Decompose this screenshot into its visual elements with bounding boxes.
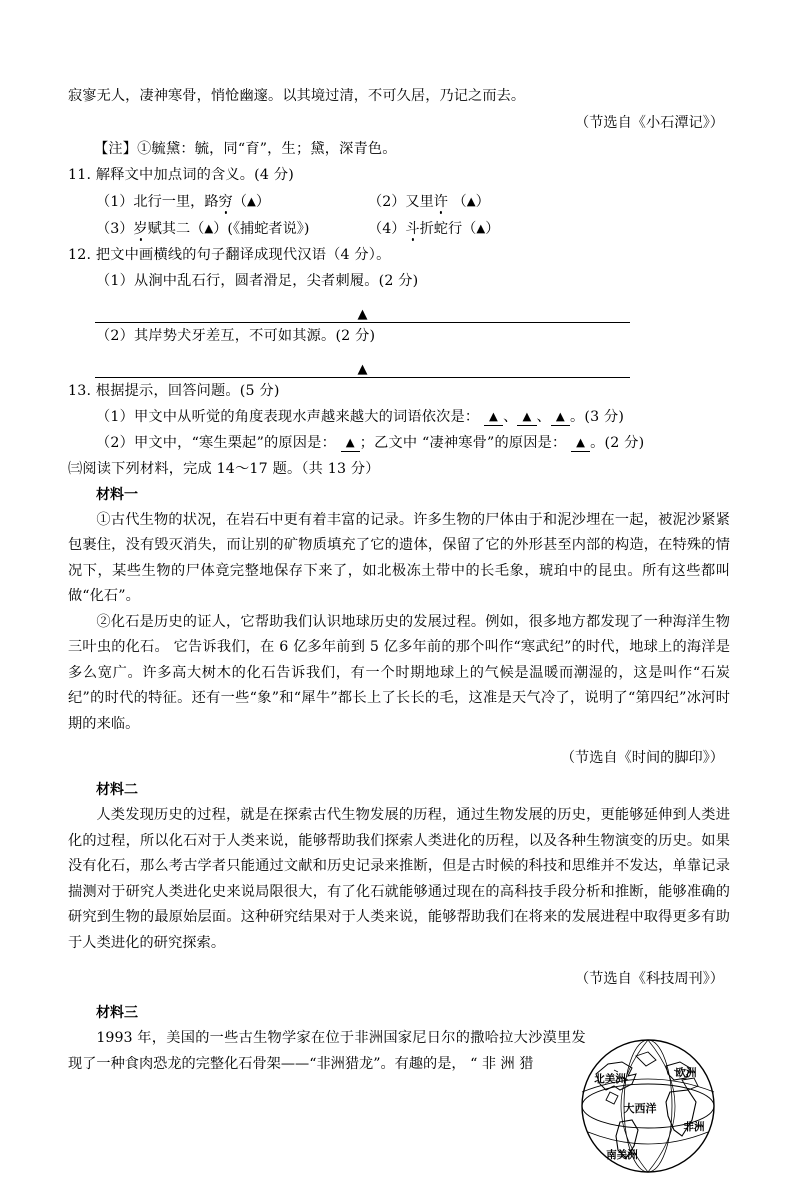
item-label: （1）: [96, 272, 135, 289]
dotted-char: 斗: [405, 220, 420, 237]
answer-triangle-marker: ▲: [357, 361, 368, 377]
globe-label-africa: 非洲: [683, 1121, 705, 1133]
item-text-c: ）: [485, 220, 500, 237]
question-11-row-1: [68, 188, 730, 215]
section-three-header: ㈢阅读下列材料，完成 14～17 题。（共 13 分）: [68, 460, 380, 477]
question-11-item-1: [96, 188, 368, 215]
dotted-char: 穷: [218, 193, 233, 210]
answer-triangle-marker: ▲: [204, 220, 214, 235]
answer-triangle-marker: ▲: [466, 193, 476, 208]
question-11-item-2: [368, 188, 730, 215]
classical-source-attribution: （节选自《小石潭记》）: [575, 114, 724, 131]
question-11-number: 11.: [68, 166, 92, 183]
answer-blank-a[interactable]: ▲: [341, 434, 360, 452]
item-text-b: 赋其二（: [147, 220, 205, 237]
material-one-source: （节选自《时间的脚印》）: [560, 750, 724, 766]
item-text-a: 甲文中从听觉的角度表现水声越来越大的词语依次是：: [134, 408, 480, 425]
globe-label-south-america: 南美洲: [606, 1149, 638, 1161]
separator-2: 、: [536, 408, 551, 425]
item-label: （1）: [96, 193, 134, 210]
question-11-item-4: [368, 215, 730, 242]
item-text-a: 甲文中，“寒生栗起”的原因是：: [134, 434, 336, 451]
question-11-row-2: [68, 215, 730, 242]
question-13-text: 根据提示，回答问题。(5 分): [95, 382, 280, 399]
separator-1: 、: [503, 408, 518, 425]
material-one-paragraph-1: ①古代生物的状况，在岩石中更有着丰富的记录。许多生物的尸体由于和泥沙埋在一起，被泥沙紧紧包裹住，没有毁灭消失，而让别的矿物质填充了它的遗体，保留了它的外形甚至内部的构造，在特殊的情况下，某些生物的尸体竟完整地保存下来了，如北极冻土带中的长毛象，琥珀中的昆虫。所有这些都叫做“化石”。: [68, 511, 730, 604]
question-13-number: 13.: [68, 382, 92, 399]
question-12-answer-line-1[interactable]: [95, 294, 630, 323]
item-text-c: ）: [475, 193, 490, 210]
material-one-paragraph-2: ②化石是历史的证人，它帮助我们认识地球历史的发展过程。例如，很多地方都发现了一种海洋生物三叶虫的化石。 它告诉我们，在 6 亿多年前到 5 亿多年前的那个叫作“寒武纪”的时代，地球上的海洋是多么宽广。许多高大树木的化石告诉我们，有一个时期地球上的气候是温暖而潮湿的，这是叫作“石炭纪”的时代的特征。还有一些“象”和“犀牛”都长上了长长的毛，这准是天气冷了，说明了“第四纪”冰河时期的来临。: [68, 613, 730, 732]
material-three-heading: 材料三: [96, 1005, 138, 1021]
item-text-c: ）: [255, 193, 271, 210]
answer-triangle-marker: ▲: [246, 193, 256, 208]
material-three-paragraph: 1993 年，美国的一些古生物学家在位于非洲国家尼日尔的撒哈拉大沙漠里发现了一种食肉恐龙的完整化石骨架——“非洲猎龙”。有趣的是， “ 非 洲 猎: [68, 1030, 586, 1072]
dotted-char: 许: [433, 193, 448, 210]
material-two-paragraph: 人类发现历史的过程，就是在探索古代生物发展的历程，通过生物发展的历史，更能够延伸到人类进化的过程，所以化石对于人类来说，能够帮助我们探索人类进化的历程，以及各种生物演变的历史。如果没有化石，那么考古学者只能通过文献和历史记录来推断，但是古时候的科技和思维并不发达，单靠记录揣测对于研究人类进化史来说局限很大，有了化石就能够通过现在的高科技手段分析和推断，能够准确的研究到生物的最原始层面。这种研究结果对于人类来说，能够帮助我们在将来的发展进程中取得更多有助于人类进化的研究探索。: [68, 807, 730, 951]
item-text-b: （: [452, 193, 467, 210]
question-12-number: 12.: [68, 246, 92, 263]
item-tail: 。(2 分): [590, 434, 645, 451]
material-three-block: [68, 1026, 730, 1161]
note-line: 【注】①毓黛：毓，同“育”，生；黛，深青色。: [94, 140, 397, 157]
question-13-item-2: [68, 430, 730, 456]
item-label: （4）: [368, 220, 406, 237]
item-text-c: ）(《捕蛇者说》): [213, 220, 310, 237]
item-text-b: （: [232, 193, 247, 210]
item-text-a: 又里: [405, 193, 434, 210]
page-content: [68, 84, 730, 1180]
item-text-a: 北行一里，路: [133, 193, 219, 210]
answer-triangle-marker: ▲: [357, 306, 368, 322]
question-11-item-3: [96, 215, 368, 242]
answer-blank-b[interactable]: ▲: [571, 434, 590, 452]
item-tail: 。(3 分): [569, 408, 625, 425]
classical-passage-tail: 寂寥无人，凄神寒骨，悄怆幽邃。以其境过清，不可久居，乃记之而去。: [68, 88, 526, 104]
material-one-heading: 材料一: [96, 486, 138, 503]
question-11-text: 解释文中加点词的含义。(4 分): [95, 166, 294, 183]
item-label: （2）: [368, 193, 406, 210]
question-12-item-1: [68, 268, 730, 294]
item-text-b: ；乙文中 “凄神寒骨”的原因是：: [359, 434, 567, 451]
question-11-stem: [68, 162, 730, 188]
material-two-source: （节选自《科技周刊》）: [575, 971, 724, 987]
globe-figure: [570, 1030, 730, 1180]
item-text: 其岸势犬牙差互，不可如其源。(2 分): [134, 327, 376, 344]
globe-label-europe: 欧洲: [675, 1067, 697, 1079]
globe-label-atlantic: 大西洋: [623, 1102, 657, 1115]
question-12-item-2: [68, 323, 730, 349]
answer-blank-2[interactable]: ▲: [517, 408, 536, 426]
globe-label-north-america: 北美洲: [594, 1073, 626, 1085]
material-two-heading: 材料二: [96, 782, 138, 798]
item-label: （2）: [96, 434, 135, 451]
item-label: （2）: [96, 327, 135, 344]
answer-blank-3[interactable]: ▲: [551, 408, 570, 426]
question-12-stem: [68, 242, 730, 268]
item-label: （3）: [96, 220, 134, 237]
question-13-item-1: [68, 404, 730, 430]
question-12-text: 把文中画横线的句子翻译成现代汉语（4 分）。: [95, 246, 391, 263]
item-text: 从涧中乱石行，圆者滑足，尖者刺履。(2 分): [134, 272, 419, 289]
answer-blank-1[interactable]: ▲: [484, 408, 503, 426]
question-12-answer-line-2[interactable]: [95, 349, 630, 378]
item-text-b: 折蛇行（: [419, 220, 477, 237]
answer-triangle-marker: ▲: [476, 220, 486, 235]
item-label: （1）: [96, 408, 135, 425]
dotted-char: 岁: [133, 220, 148, 237]
question-13-stem: [68, 378, 730, 404]
